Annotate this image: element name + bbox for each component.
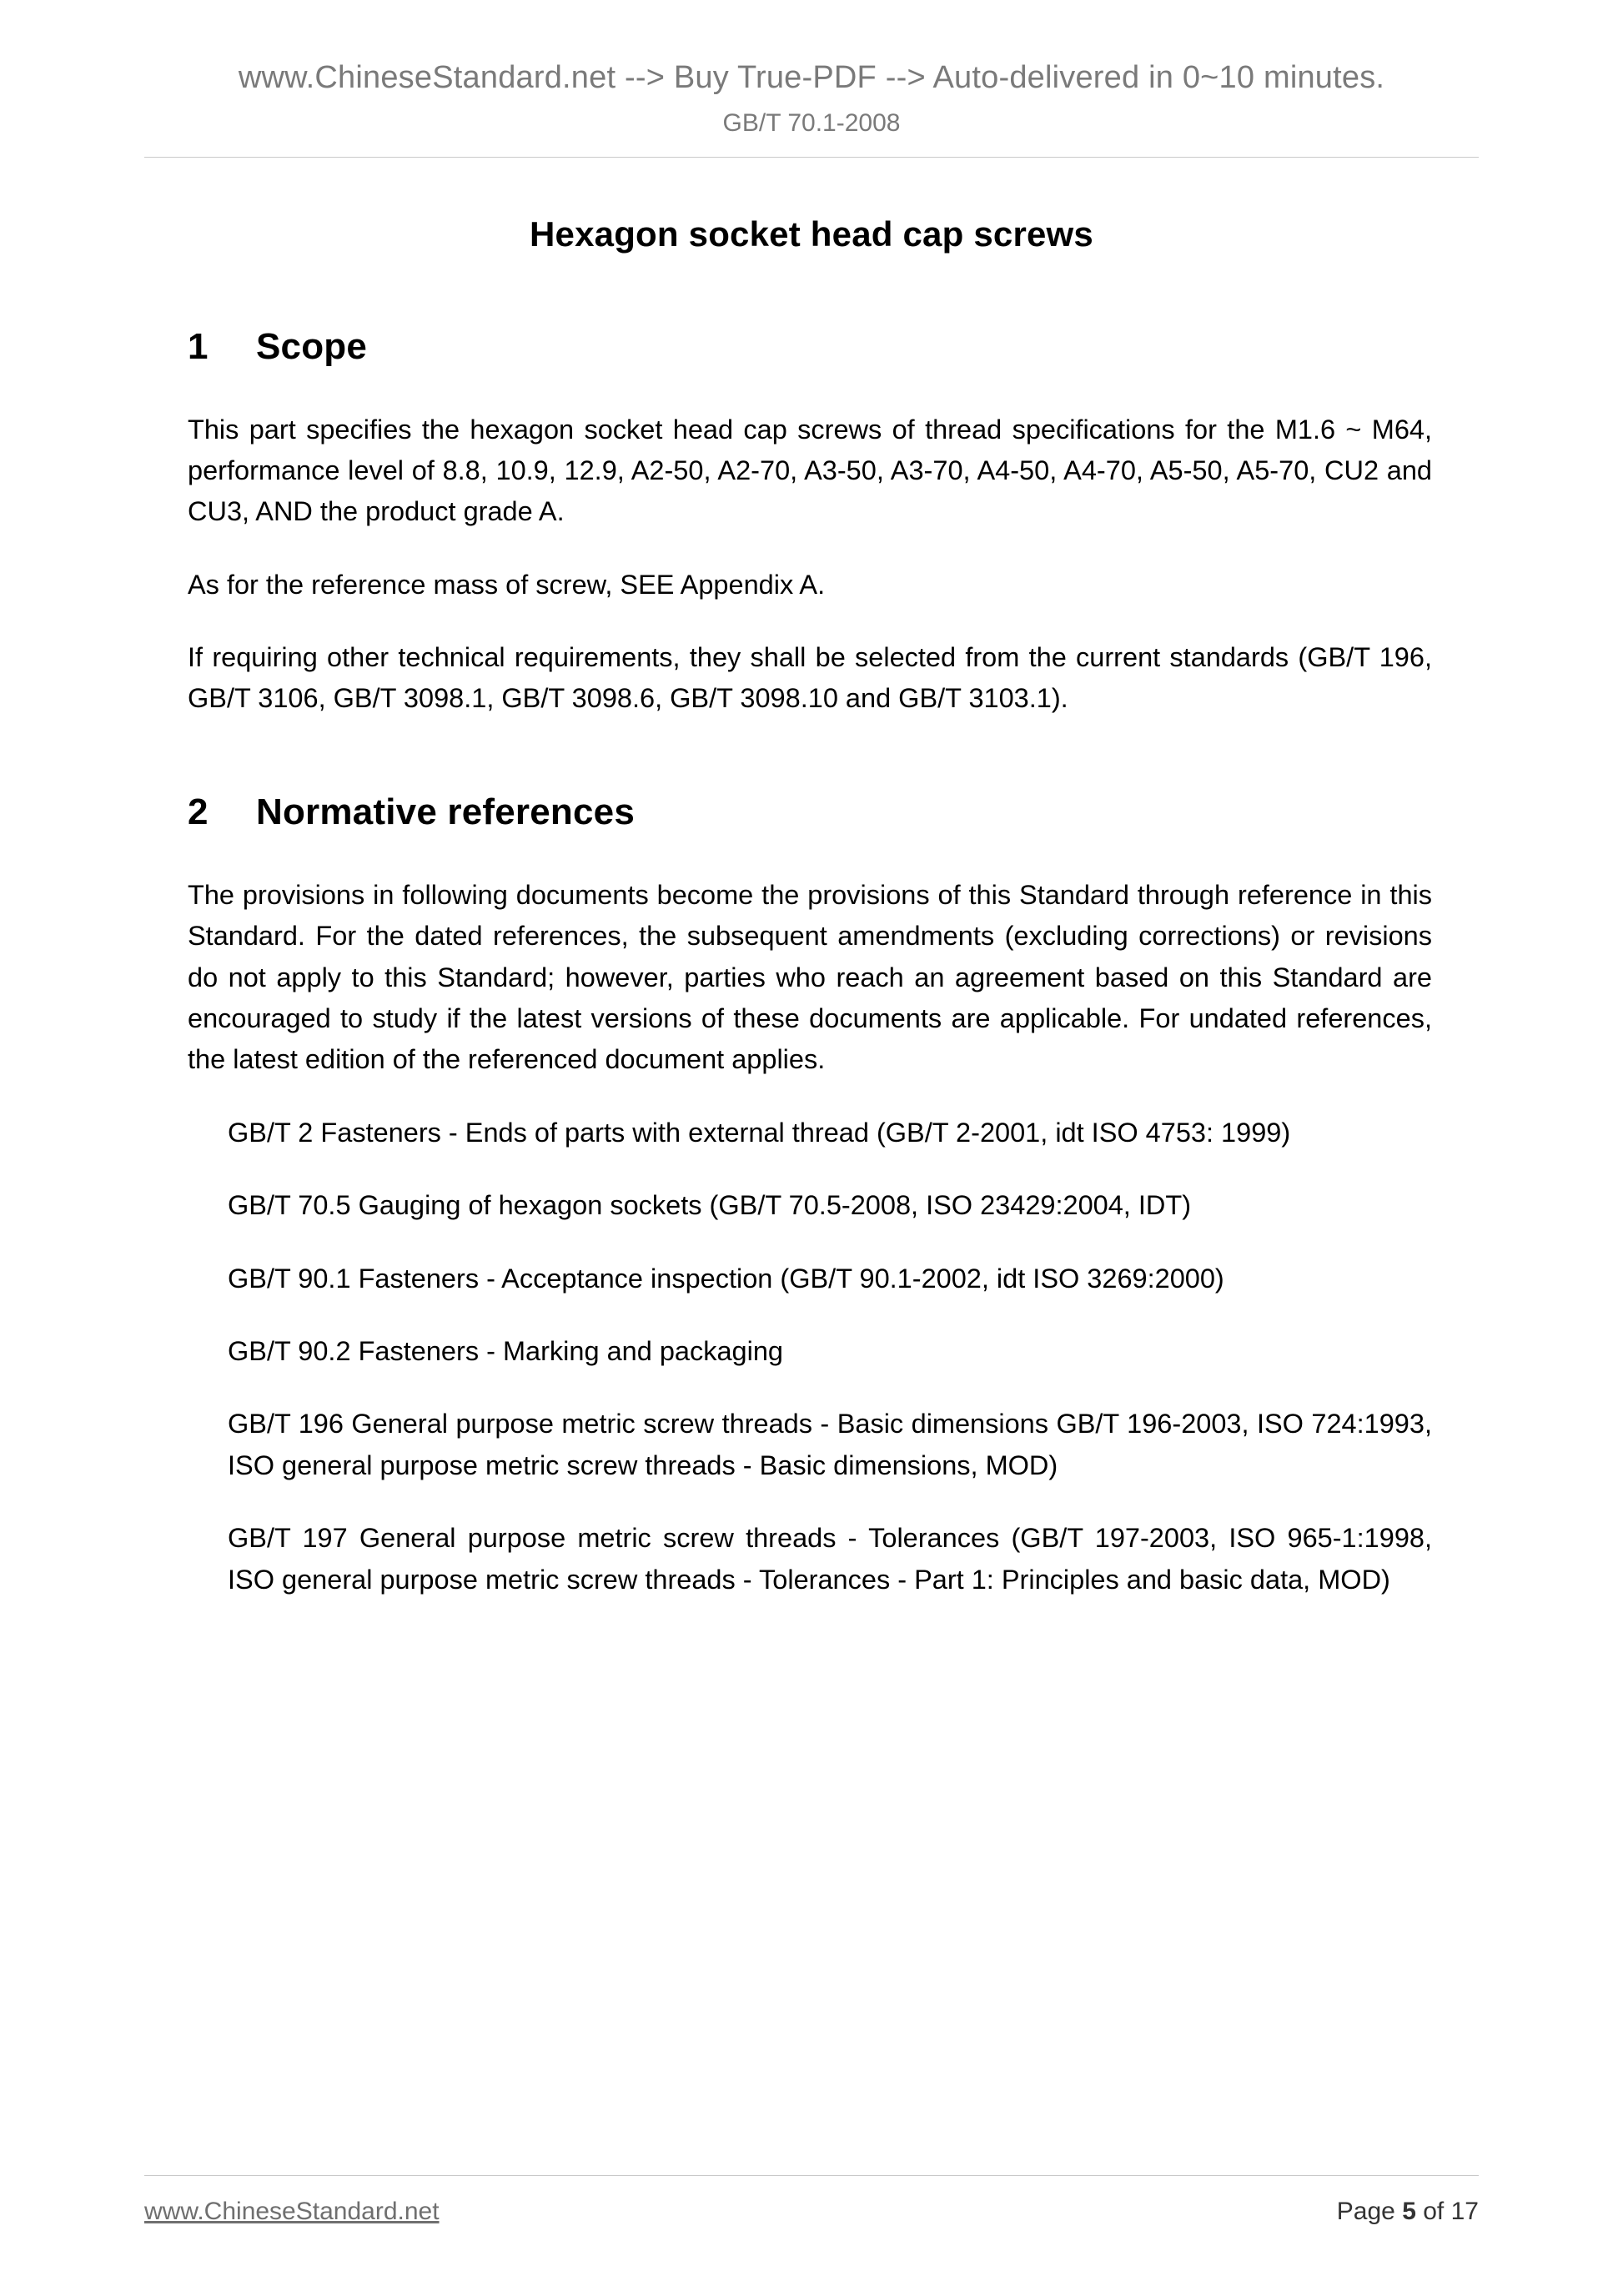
page-footer: [0, 2175, 1623, 2226]
header-divider: [144, 157, 1479, 158]
reference-item: GB/T 197 General purpose metric screw threads - Tolerances (GB/T 197-2003, ISO 965-1:1998, ISO general purpose metric screw threads - Tolerances - Part 1: Principles and basic data, MOD): [228, 1523, 1432, 1595]
reference-item: GB/T 90.2 Fasteners - Marking and packaging: [228, 1335, 783, 1366]
section-heading-scope: [188, 326, 1479, 368]
section-heading-normative-references: [188, 791, 1479, 833]
page-label: Page: [1336, 2198, 1395, 2225]
reference-item: GB/T 90.1 Fasteners - Acceptance inspection (GB/T 90.1-2002, idt ISO 3269:2000): [228, 1263, 1224, 1294]
section-title-2: Normative references: [256, 791, 636, 832]
scope-paragraph-3: If requiring other technical requirements, they shall be selected from the current standards (GB/T 196, GB/T 3106, GB/T 3098.1, GB/T 3098.6, GB/T 3098.10 and GB/T 3103.1).: [188, 642, 1432, 714]
page-content: [144, 214, 1479, 1600]
of-label: of: [1423, 2198, 1445, 2225]
page-number: 5: [1402, 2198, 1416, 2225]
footer-row: [144, 2198, 1479, 2226]
section-number-1: 1: [188, 325, 209, 367]
footer-site-link[interactable]: www.ChineseStandard.net: [144, 2198, 440, 2225]
reference-item: GB/T 70.5 Gauging of hexagon sockets (GB/T 70.5-2008, ISO 23429:2004, IDT): [228, 1190, 1192, 1221]
page-header: [0, 0, 1623, 158]
page-title: Hexagon socket head cap screws: [530, 214, 1093, 254]
reference-item: GB/T 196 General purpose metric screw threads - Basic dimensions GB/T 196-2003, ISO 724:1993, ISO general purpose metric screw threads - Basic dimensions, MOD): [228, 1409, 1432, 1480]
section-title-1: Scope: [256, 325, 368, 367]
scope-paragraph-2: As for the reference mass of screw, SEE Appendix A.: [188, 569, 826, 600]
scope-paragraph-1: This part specifies the hexagon socket head cap screws of thread specifications for the M1.6 ~ M64, performance level of 8.8, 10.9, 12.9, A2-50, A2-70, A3-50, A3-70, A4-50, A4-70, A5-50, A5-70, CU2 and CU3, AND the product grade A.: [188, 414, 1432, 527]
standard-code: GB/T 70.1-2008: [722, 108, 901, 137]
promo-text: www.ChineseStandard.net --> Buy True-PDF --> Auto-delivered in 0~10 minutes.: [238, 60, 1385, 95]
page-indicator: [1337, 2198, 1479, 2226]
page-total: 17: [1450, 2198, 1479, 2225]
reference-item: GB/T 2 Fasteners - Ends of parts with external thread (GB/T 2-2001, idt ISO 4753: 1999): [228, 1117, 1291, 1148]
footer-divider: [144, 2175, 1479, 2176]
normative-paragraph-1: The provisions in following documents become the provisions of this Standard through reference in this Standard. For the dated references, the subsequent amendments (excluding corrections) or revisions do not apply to this Standard; however, parties who reach an agreement based on this Standard are encouraged to study if the latest versions of these documents are applicable. For undated references, the latest edition of the referenced document applies.: [188, 879, 1432, 1075]
section-number-2: 2: [188, 791, 209, 832]
